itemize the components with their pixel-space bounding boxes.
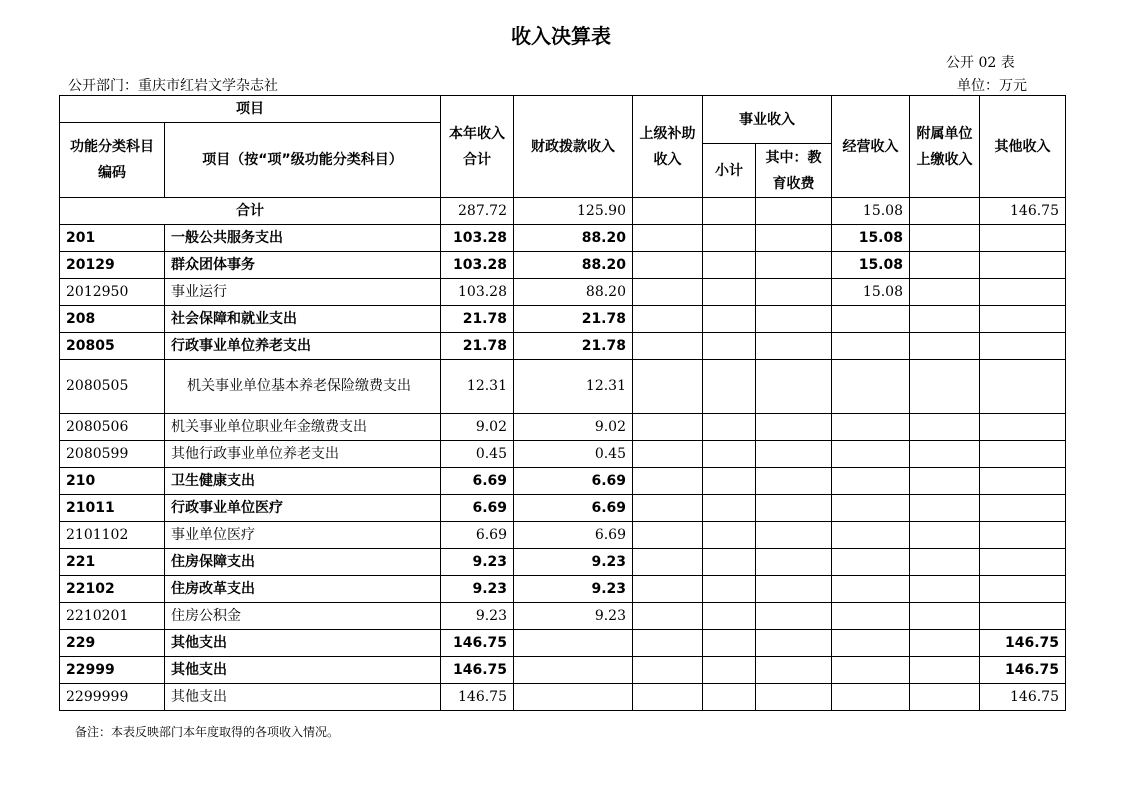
cell-subsidy xyxy=(633,576,703,603)
cell-name: 住房保障支出 xyxy=(165,549,441,576)
cell-edu xyxy=(756,279,832,306)
cell-subtotal xyxy=(703,333,756,360)
cell-affiliated xyxy=(910,522,980,549)
cell-name: 卫生健康支出 xyxy=(165,468,441,495)
cell-edu xyxy=(756,468,832,495)
cell-affiliated xyxy=(910,576,980,603)
cell-fiscal: 6.69 xyxy=(514,522,633,549)
cell-subsidy xyxy=(633,468,703,495)
cell-operating: 15.08 xyxy=(832,198,910,225)
cell-name: 社会保障和就业支出 xyxy=(165,306,441,333)
cell-subtotal xyxy=(703,360,756,414)
cell-total: 103.28 xyxy=(441,279,514,306)
cell-affiliated xyxy=(910,684,980,711)
cell-subsidy xyxy=(633,657,703,684)
cell-fiscal: 6.69 xyxy=(514,495,633,522)
cell-other: 146.75 xyxy=(980,657,1066,684)
table-row xyxy=(60,333,1066,360)
cell-subtotal xyxy=(703,441,756,468)
cell-edu xyxy=(756,549,832,576)
cell-subsidy xyxy=(633,495,703,522)
cell-edu xyxy=(756,657,832,684)
cell-subsidy xyxy=(633,684,703,711)
cell-edu xyxy=(756,306,832,333)
cell-operating: 15.08 xyxy=(832,252,910,279)
cell-subsidy xyxy=(633,522,703,549)
cell-total: 146.75 xyxy=(441,657,514,684)
table-row xyxy=(60,603,1066,630)
cell-affiliated xyxy=(910,441,980,468)
cell-operating xyxy=(832,603,910,630)
cell-edu xyxy=(756,495,832,522)
page-title: 收入决算表 xyxy=(511,24,611,48)
cell-code: 20805 xyxy=(60,333,165,360)
income-table xyxy=(59,95,1066,711)
cell-operating xyxy=(832,441,910,468)
cell-code: 229 xyxy=(60,630,165,657)
header-subtotal: 小计 xyxy=(703,144,756,198)
cell-name: 群众团体事务 xyxy=(165,252,441,279)
cell-edu xyxy=(756,576,832,603)
cell-code: 210 xyxy=(60,468,165,495)
cell-total: 287.72 xyxy=(441,198,514,225)
header-total: 本年收入合计 xyxy=(441,96,514,198)
header-fiscal: 财政拨款收入 xyxy=(514,96,633,198)
cell-affiliated xyxy=(910,549,980,576)
cell-subsidy xyxy=(633,333,703,360)
cell-fiscal: 88.20 xyxy=(514,279,633,306)
header-operating: 经营收入 xyxy=(832,96,910,198)
cell-subtotal xyxy=(703,198,756,225)
cell-name: 机关事业单位基本养老保险缴费支出 xyxy=(165,360,441,414)
cell-subsidy xyxy=(633,279,703,306)
cell-operating xyxy=(832,684,910,711)
cell-subtotal xyxy=(703,225,756,252)
cell-other xyxy=(980,522,1066,549)
cell-total: 9.23 xyxy=(441,576,514,603)
cell-other xyxy=(980,468,1066,495)
cell-name: 行政事业单位养老支出 xyxy=(165,333,441,360)
cell-fiscal: 9.23 xyxy=(514,603,633,630)
cell-affiliated xyxy=(910,603,980,630)
cell-other xyxy=(980,306,1066,333)
cell-fiscal: 6.69 xyxy=(514,468,633,495)
cell-affiliated xyxy=(910,198,980,225)
cell-other xyxy=(980,252,1066,279)
cell-subtotal xyxy=(703,468,756,495)
footnote: 备注：本表反映部门本年度取得的各项收入情况。 xyxy=(75,725,340,739)
cell-code: 2080506 xyxy=(60,414,165,441)
cell-operating xyxy=(832,495,910,522)
cell-subtotal xyxy=(703,549,756,576)
table-row xyxy=(60,657,1066,684)
cell-code: 21011 xyxy=(60,495,165,522)
cell-subtotal xyxy=(703,630,756,657)
cell-fiscal: 12.31 xyxy=(514,360,633,414)
cell-fiscal xyxy=(514,630,633,657)
cell-edu xyxy=(756,603,832,630)
cell-subsidy xyxy=(633,603,703,630)
header-item: 项目 xyxy=(60,96,441,123)
cell-code: 2101102 xyxy=(60,522,165,549)
cell-operating xyxy=(832,576,910,603)
cell-affiliated xyxy=(910,360,980,414)
table-row xyxy=(60,441,1066,468)
cell-other xyxy=(980,414,1066,441)
table-row xyxy=(60,684,1066,711)
cell-total: 9.23 xyxy=(441,603,514,630)
header-affiliated: 附属单位上缴收入 xyxy=(910,96,980,198)
cell-other xyxy=(980,495,1066,522)
cell-code: 2210201 xyxy=(60,603,165,630)
table-row xyxy=(60,495,1066,522)
header-edu: 其中：教育收费 xyxy=(756,144,832,198)
cell-fiscal: 9.02 xyxy=(514,414,633,441)
cell-affiliated xyxy=(910,495,980,522)
cell-edu xyxy=(756,684,832,711)
cell-total: 6.69 xyxy=(441,468,514,495)
total-row xyxy=(60,198,1066,225)
cell-code: 22102 xyxy=(60,576,165,603)
cell-name: 其他支出 xyxy=(165,657,441,684)
cell-code: 208 xyxy=(60,306,165,333)
table-row xyxy=(60,225,1066,252)
cell-total: 6.69 xyxy=(441,495,514,522)
cell-fiscal: 0.45 xyxy=(514,441,633,468)
cell-total: 0.45 xyxy=(441,441,514,468)
cell-fiscal xyxy=(514,657,633,684)
form-number: 公开 02 表 xyxy=(946,55,1015,71)
table-row xyxy=(60,306,1066,333)
cell-fiscal: 125.90 xyxy=(514,198,633,225)
cell-affiliated xyxy=(910,657,980,684)
cell-subtotal xyxy=(703,576,756,603)
cell-name: 行政事业单位医疗 xyxy=(165,495,441,522)
cell-operating xyxy=(832,333,910,360)
cell-subsidy xyxy=(633,252,703,279)
cell-other: 146.75 xyxy=(980,198,1066,225)
cell-total: 103.28 xyxy=(441,225,514,252)
cell-name: 其他支出 xyxy=(165,684,441,711)
cell-affiliated xyxy=(910,630,980,657)
cell-operating xyxy=(832,522,910,549)
cell-other xyxy=(980,576,1066,603)
cell-name: 住房改革支出 xyxy=(165,576,441,603)
cell-affiliated xyxy=(910,333,980,360)
cell-subtotal xyxy=(703,657,756,684)
cell-code: 2080599 xyxy=(60,441,165,468)
cell-other xyxy=(980,225,1066,252)
cell-fiscal: 9.23 xyxy=(514,576,633,603)
cell-total: 9.02 xyxy=(441,414,514,441)
cell-affiliated xyxy=(910,414,980,441)
cell-code: 201 xyxy=(60,225,165,252)
header-subsidy: 上级补助收入 xyxy=(633,96,703,198)
cell-operating xyxy=(832,360,910,414)
cell-code: 221 xyxy=(60,549,165,576)
cell-subtotal xyxy=(703,495,756,522)
table-row xyxy=(60,279,1066,306)
cell-other: 146.75 xyxy=(980,630,1066,657)
cell-other xyxy=(980,360,1066,414)
cell-name: 事业运行 xyxy=(165,279,441,306)
cell-subtotal xyxy=(703,306,756,333)
table-row xyxy=(60,360,1066,414)
cell-subtotal xyxy=(703,684,756,711)
cell-subtotal xyxy=(703,522,756,549)
header-code: 功能分类科目编码 xyxy=(60,123,165,198)
unit-label: 单位：万元 xyxy=(957,78,1027,94)
cell-total: 146.75 xyxy=(441,684,514,711)
cell-operating xyxy=(832,306,910,333)
cell-subsidy xyxy=(633,441,703,468)
table-row xyxy=(60,630,1066,657)
cell-fiscal: 9.23 xyxy=(514,549,633,576)
cell-edu xyxy=(756,630,832,657)
cell-edu xyxy=(756,441,832,468)
cell-edu xyxy=(756,225,832,252)
cell-name: 机关事业单位职业年金缴费支出 xyxy=(165,414,441,441)
cell-name: 其他支出 xyxy=(165,630,441,657)
cell-other xyxy=(980,279,1066,306)
cell-operating xyxy=(832,657,910,684)
cell-total: 21.78 xyxy=(441,333,514,360)
cell-edu xyxy=(756,522,832,549)
cell-other xyxy=(980,441,1066,468)
cell-edu xyxy=(756,198,832,225)
cell-subtotal xyxy=(703,252,756,279)
total-label: 合计 xyxy=(60,198,441,225)
cell-total: 103.28 xyxy=(441,252,514,279)
cell-other xyxy=(980,603,1066,630)
cell-name: 其他行政事业单位养老支出 xyxy=(165,441,441,468)
cell-subsidy xyxy=(633,630,703,657)
cell-name: 事业单位医疗 xyxy=(165,522,441,549)
cell-fiscal: 21.78 xyxy=(514,333,633,360)
cell-operating xyxy=(832,549,910,576)
cell-code: 2080505 xyxy=(60,360,165,414)
table-row xyxy=(60,549,1066,576)
cell-code: 2012950 xyxy=(60,279,165,306)
cell-fiscal: 88.20 xyxy=(514,225,633,252)
cell-edu xyxy=(756,252,832,279)
header-name: 项目（按“项”级功能分类科目） xyxy=(165,123,441,198)
cell-affiliated xyxy=(910,468,980,495)
cell-code: 20129 xyxy=(60,252,165,279)
header-business: 事业收入 xyxy=(703,96,832,144)
cell-subsidy xyxy=(633,225,703,252)
cell-subtotal xyxy=(703,279,756,306)
cell-subsidy xyxy=(633,414,703,441)
department-label: 公开部门：重庆市红岩文学杂志社 xyxy=(68,78,278,94)
cell-subsidy xyxy=(633,360,703,414)
cell-affiliated xyxy=(910,279,980,306)
cell-total: 12.31 xyxy=(441,360,514,414)
cell-subsidy xyxy=(633,198,703,225)
cell-other xyxy=(980,333,1066,360)
cell-edu xyxy=(756,414,832,441)
cell-subsidy xyxy=(633,549,703,576)
cell-code: 22999 xyxy=(60,657,165,684)
table-row xyxy=(60,252,1066,279)
cell-code: 2299999 xyxy=(60,684,165,711)
cell-affiliated xyxy=(910,306,980,333)
cell-subtotal xyxy=(703,603,756,630)
cell-operating xyxy=(832,414,910,441)
cell-total: 21.78 xyxy=(441,306,514,333)
table-row xyxy=(60,468,1066,495)
cell-operating xyxy=(832,468,910,495)
cell-affiliated xyxy=(910,225,980,252)
cell-total: 9.23 xyxy=(441,549,514,576)
cell-fiscal: 21.78 xyxy=(514,306,633,333)
cell-edu xyxy=(756,360,832,414)
cell-edu xyxy=(756,333,832,360)
cell-operating xyxy=(832,630,910,657)
cell-fiscal xyxy=(514,684,633,711)
cell-fiscal: 88.20 xyxy=(514,252,633,279)
cell-name: 一般公共服务支出 xyxy=(165,225,441,252)
cell-name: 住房公积金 xyxy=(165,603,441,630)
cell-operating: 15.08 xyxy=(832,225,910,252)
cell-total: 6.69 xyxy=(441,522,514,549)
cell-total: 146.75 xyxy=(441,630,514,657)
cell-other: 146.75 xyxy=(980,684,1066,711)
cell-subsidy xyxy=(633,306,703,333)
cell-operating: 15.08 xyxy=(832,279,910,306)
cell-subtotal xyxy=(703,414,756,441)
table-row xyxy=(60,522,1066,549)
cell-other xyxy=(980,549,1066,576)
table-row xyxy=(60,414,1066,441)
table-row xyxy=(60,576,1066,603)
header-other: 其他收入 xyxy=(980,96,1066,198)
cell-affiliated xyxy=(910,252,980,279)
